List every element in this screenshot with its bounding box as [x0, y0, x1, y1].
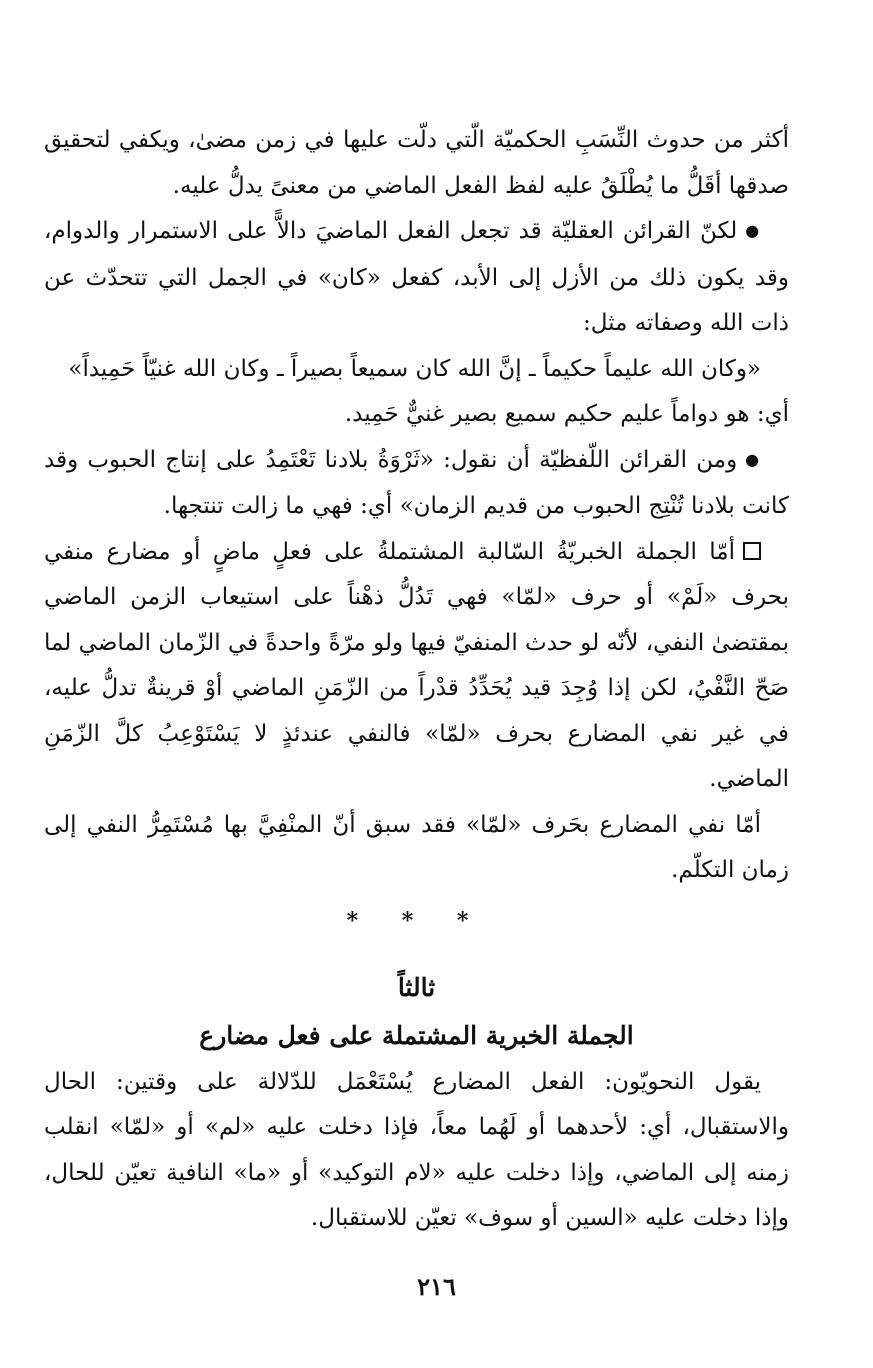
paragraph-explanation	[44, 392, 789, 438]
checkbox-square-icon	[743, 542, 761, 560]
paragraph-continuation	[44, 118, 789, 209]
paragraph-text: أمّا نفي المضارع بحَرف «لمّا» فقد سبق أنّ المنْفِيَّ بها مُسْتَمِرُّ النفي إلى زمان التكلّم.	[44, 811, 789, 883]
paragraph-negative-sentence	[44, 530, 789, 803]
bullet-icon: ●	[745, 449, 761, 469]
bullet-icon: ●	[745, 221, 761, 240]
quote-text: «وكان الله عليماً حكيماً ـ إنَّ الله كان سميعاً بصيراً ـ وكان الله غنيّاً حَمِيداً»	[68, 355, 761, 382]
page-body	[44, 118, 789, 1242]
paragraph-text: أمّا الجملة الخبريّةُ السّالبة المشتملةُ على فعلٍ ماضٍ أو مضارع منفي بحرف «لَمْ» أو حرف «لمّا» فهي تَدُلُّ ذهْناً على استيعاب الزمن الماضي بمقتضىٰ النفي، لأنّه لو حدث المنفيّ فيها ولو مرّةً واحدةً في الزّمان الماضي لما صَحّ النَّفْيُ، لكن إذا وُجِدَ قيد يُحَدِّدُ قدْراً من الزّمَنِ الماضي أوْ قرينةٌ تدلُّ عليه، في غير نفي المضارع بحرف «لمّا» فالنفي عندئذٍ لا يَسْتَوْعِبُ كلَّ الزّمَنِ الماضي.	[44, 538, 789, 792]
section-separator: * * *	[346, 907, 487, 934]
section-number: ثالثاً	[397, 972, 436, 1002]
paragraph-bullet-rational-context	[44, 209, 789, 347]
paragraph-bullet-verbal-context	[44, 438, 789, 530]
paragraph-present-verb	[44, 1060, 789, 1242]
page-number: ٢١٦	[417, 1272, 456, 1301]
paragraph-text: لكنّ القرائن العقليّة قد تجعل الفعل الماضيَ دالاًّ على الاستمرار والدوام، وقد يكون ذلك من الأزل إلى الأبد، كفعل «كان» في الجمل التي تتحدّث عن ذات الله وصفاته مثل:	[44, 218, 789, 336]
quote-example	[44, 347, 789, 393]
paragraph-lamma-negation	[44, 803, 789, 894]
paragraph-text: يقول النحويّون: الفعل المضارع يُسْتَعْمَل للدّلالة على وقتين: الحال والاستقبال، أي: لأحدهما أو لَهُما معاً، فإذا دخلت عليه «لم» أو «لمّا» انقلب زمنه إلى الماضي، وإذا دخلت عليه «لام التوكيد» أو «ما» النافية تعيّن للحال، وإذا دخلت عليه «السين أو سوف» تعيّن للاستقبال.	[44, 1068, 789, 1231]
paragraph-text: أكثر من حدوث النِّسَبِ الحكميّة الّتي دلّت عليها في زمن مضىٰ، ويكفي لتحقيق صدقها أقَلُّ ما يُطْلَقُ عليه لفظ الفعل الماضي من معنىً يدلُّ عليه.	[44, 127, 789, 199]
paragraph-text: أي: هو دواماً عليم حكيم سميع بصير غنيٌّ حَمِيد.	[344, 401, 789, 427]
section-title: الجملة الخبرية المشتملة على فعل مضارع	[199, 1020, 634, 1050]
paragraph-text: ومن القرائن اللّفظيّة أن نقول: «ثَرْوَةُ بلادنا تَعْتَمِدُ على إنتاج الحبوب وقد كانت بلادنا تُنْتِج الحبوب من قديم الزمان» أي: فهي ما زالت تنتجها.	[44, 446, 789, 519]
